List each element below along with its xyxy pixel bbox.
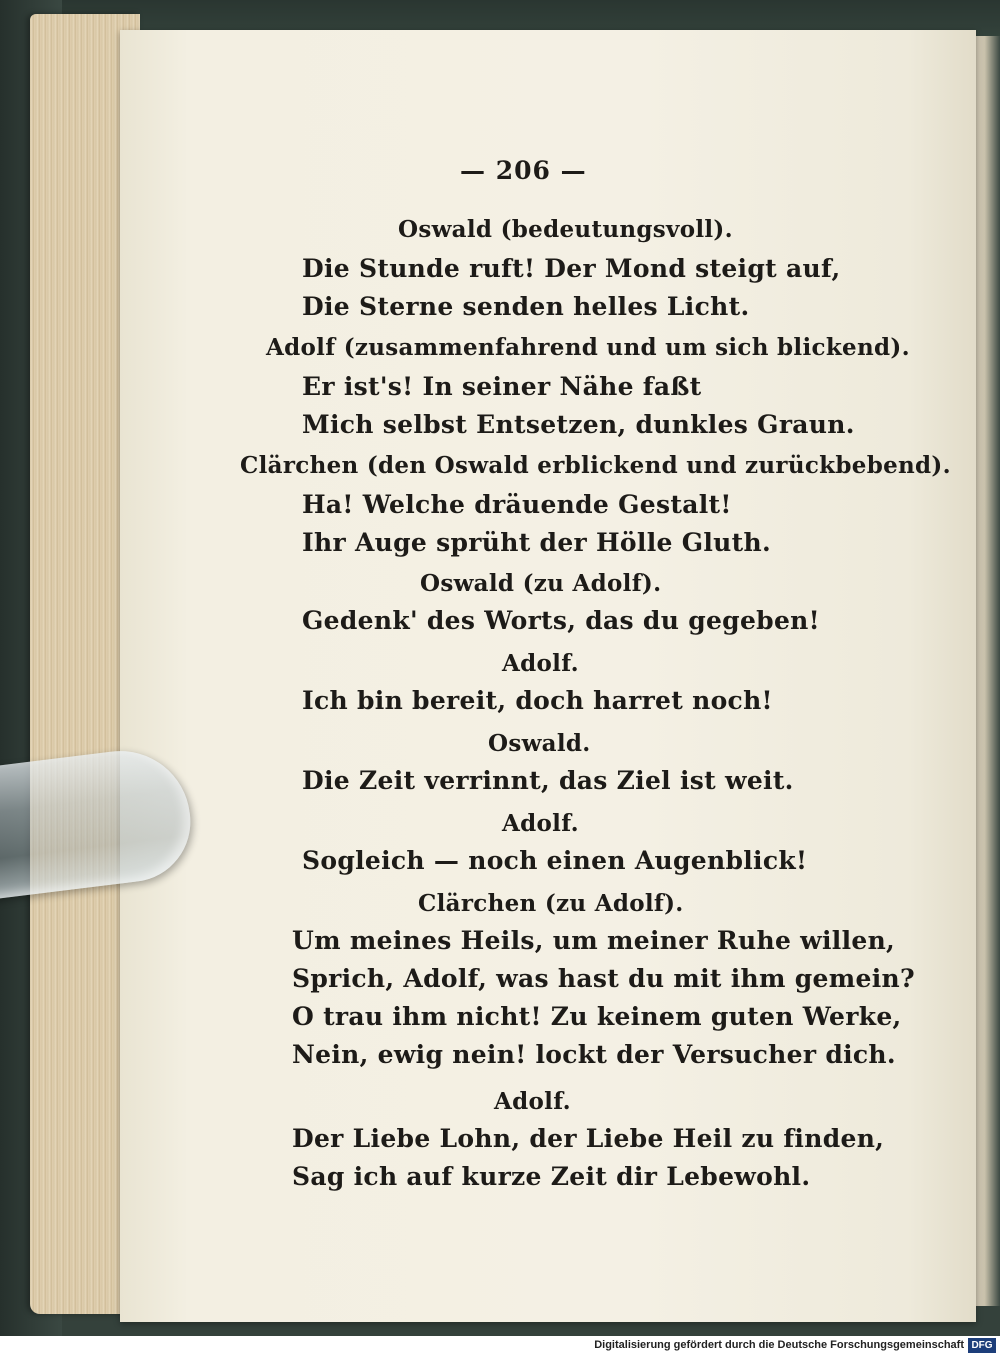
verse-line: Die Sterne senden helles Licht. xyxy=(302,292,750,321)
verse-line: Die Zeit verrinnt, das Ziel ist weit. xyxy=(302,766,794,795)
verse-line: Ihr Auge sprüht der Hölle Gluth. xyxy=(302,528,771,557)
verse-line: Sogleich — noch einen Augenblick! xyxy=(302,846,808,875)
verse-line: Mich selbst Entsetzen, dunkles Graun. xyxy=(302,410,855,439)
page-number: — 206 — xyxy=(460,156,587,185)
verse-line: Die Stunde ruft! Der Mond steigt auf, xyxy=(302,254,841,283)
verse-line: Sprich, Adolf, was hast du mit ihm gemein? xyxy=(292,964,915,993)
speaker-line: Oswald. xyxy=(488,730,591,757)
verse-line: Nein, ewig nein! lockt der Versucher dich. xyxy=(292,1040,896,1069)
verse-line: Ha! Welche dräuende Gestalt! xyxy=(302,490,732,519)
dfg-logo: DFG xyxy=(968,1338,996,1353)
verse-line: Ich bin bereit, doch harret noch! xyxy=(302,686,773,715)
speaker-line: Adolf. xyxy=(494,1088,571,1115)
verse-line: Gedenk' des Worts, das du gegeben! xyxy=(302,606,820,635)
page-text xyxy=(120,30,976,1322)
verse-line: Der Liebe Lohn, der Liebe Heil zu finden, xyxy=(292,1124,885,1153)
speaker-line: Adolf (zusammenfahrend und um sich blickend). xyxy=(266,334,910,361)
digitization-credit: Digitalisierung gefördert durch die Deutsche Forschungsgemeinschaft xyxy=(594,1339,964,1351)
verse-line: Sag ich auf kurze Zeit dir Lebewohl. xyxy=(292,1162,811,1191)
speaker-line: Adolf. xyxy=(502,650,579,677)
speaker-line: Clärchen (den Oswald erblickend und zurückbebend). xyxy=(240,452,951,479)
speaker-line: Oswald (bedeutungsvoll). xyxy=(398,216,733,243)
speaker-line: Oswald (zu Adolf). xyxy=(420,570,662,597)
verse-line: Er ist's! In seiner Nähe faßt xyxy=(302,372,702,401)
verse-line: O trau ihm nicht! Zu keinem guten Werke, xyxy=(292,1002,902,1031)
speaker-line: Clärchen (zu Adolf). xyxy=(418,890,684,917)
speaker-line: Adolf. xyxy=(502,810,579,837)
verse-line: Um meines Heils, um meiner Ruhe willen, xyxy=(292,926,896,955)
book-page xyxy=(120,30,976,1322)
